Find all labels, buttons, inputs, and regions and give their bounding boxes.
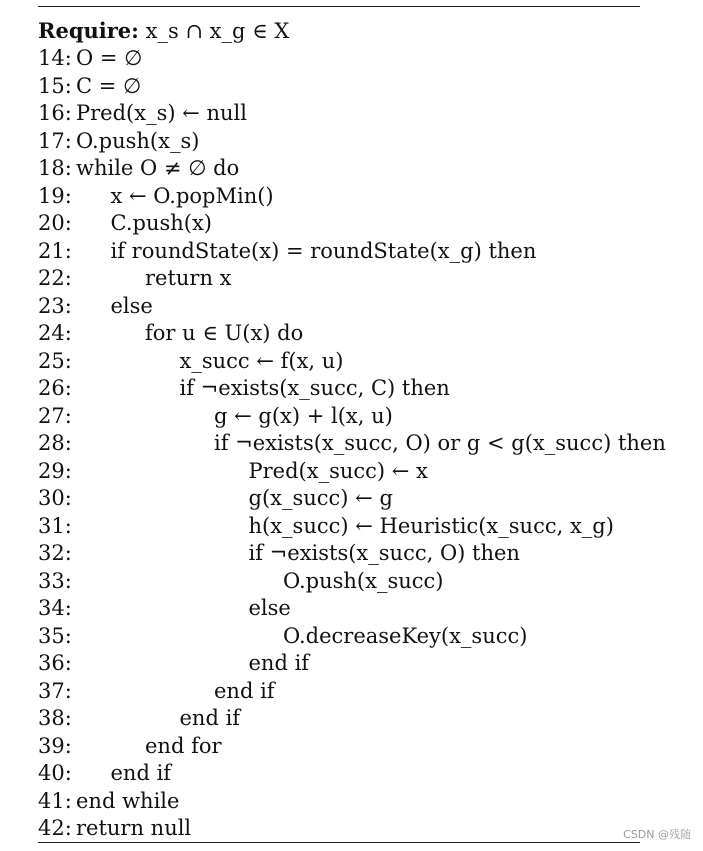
line-number: 31: [38, 513, 72, 538]
line-code: end if [179, 706, 241, 730]
require-keyword: Require: [38, 18, 139, 43]
line-number: 15: [38, 73, 72, 98]
line-number: 19: [38, 183, 72, 208]
code-line [38, 595, 291, 622]
line-number: 21: [38, 238, 72, 263]
code-line [38, 540, 520, 567]
code-line [38, 458, 428, 485]
code-line [38, 73, 141, 100]
line-code: return null [76, 816, 192, 840]
code-line [38, 430, 666, 457]
line-code: O.decreaseKey(x_succ) [283, 623, 528, 648]
code-line [38, 485, 393, 512]
line-code: g ← g(x) + l(x, u) [214, 403, 393, 428]
line-code: else [110, 293, 153, 318]
line-number: 16: [38, 101, 72, 125]
line-code: if ¬exists(x_succ, O) or g < g(x_succ) then [214, 431, 666, 455]
line-code: x ← O.popMin() [110, 183, 274, 208]
code-line [38, 293, 153, 320]
code-line [38, 788, 179, 815]
code-line [38, 265, 232, 292]
line-number: 35: [38, 623, 72, 648]
code-line [38, 513, 614, 540]
line-number: 36: [38, 651, 72, 675]
line-code: Pred(x_s) ← null [76, 101, 247, 125]
code-line [38, 568, 443, 595]
line-number: 23: [38, 293, 72, 318]
code-line [38, 403, 393, 430]
line-code: h(x_succ) ← Heuristic(x_succ, x_g) [248, 513, 614, 538]
line-number: 30: [38, 486, 72, 510]
line-code: C.push(x) [110, 211, 212, 235]
line-code: end for [145, 733, 222, 758]
line-number: 32: [38, 541, 72, 565]
line-number: 22: [38, 266, 72, 290]
line-number: 18: [38, 156, 72, 180]
code-line [38, 100, 247, 127]
code-line [38, 705, 240, 732]
line-code: while O ≠ ∅ do [76, 156, 240, 180]
line-code: end while [76, 788, 180, 813]
line-number: 37: [38, 678, 72, 703]
code-line [38, 348, 344, 375]
line-number: 39: [38, 733, 72, 758]
line-number: 26: [38, 376, 72, 400]
code-line [38, 623, 527, 650]
code-line [38, 760, 171, 787]
code-line [38, 45, 142, 72]
code-line [38, 155, 239, 182]
watermark: CSDN @残随 [623, 828, 691, 841]
line-code: else [248, 596, 291, 620]
code-line [38, 238, 536, 265]
code-line [38, 678, 275, 705]
code-line [38, 183, 274, 210]
line-number: 25: [38, 348, 72, 373]
line-code: x_succ ← f(x, u) [179, 348, 344, 373]
line-number: 20: [38, 211, 72, 235]
line-number: 34: [38, 596, 72, 620]
line-code: end if [214, 678, 275, 703]
line-code: end if [110, 761, 172, 785]
line-code: O = ∅ [76, 46, 143, 70]
line-code: return x [145, 266, 232, 290]
line-code: end if [248, 651, 310, 675]
require-condition: x_s ∩ x_g ∈ X [145, 19, 290, 43]
line-number: 17: [38, 128, 72, 153]
line-code: if ¬exists(x_succ, C) then [179, 376, 450, 400]
code-line [38, 320, 303, 347]
line-code: Pred(x_succ) ← x [248, 458, 428, 483]
line-number: 40: [38, 761, 72, 785]
line-number: 29: [38, 458, 72, 483]
line-code: O.push(x_s) [76, 128, 200, 153]
line-number: 42: [38, 816, 72, 840]
line-number: 27: [38, 403, 72, 428]
line-code: g(x_succ) ← g [248, 486, 393, 510]
code-line [38, 815, 191, 842]
line-number: 33: [38, 568, 72, 593]
require-line [38, 17, 289, 44]
line-number: 38: [38, 706, 72, 730]
code-line [38, 375, 450, 402]
code-line [38, 128, 199, 155]
code-line [38, 650, 309, 677]
bottom-rule [38, 842, 640, 843]
top-rule [38, 6, 640, 7]
line-number: 28: [38, 431, 72, 455]
line-number: 24: [38, 321, 72, 345]
line-code: if ¬exists(x_succ, O) then [248, 541, 520, 565]
line-code: O.push(x_succ) [283, 568, 444, 593]
code-line [38, 210, 212, 237]
line-code: if roundState(x) = roundState(x_g) then [110, 238, 537, 263]
line-number: 41: [38, 788, 72, 813]
line-code: for u ∈ U(x) do [145, 321, 304, 345]
code-line [38, 733, 222, 760]
line-number: 14: [38, 46, 72, 70]
line-code: C = ∅ [76, 73, 142, 98]
